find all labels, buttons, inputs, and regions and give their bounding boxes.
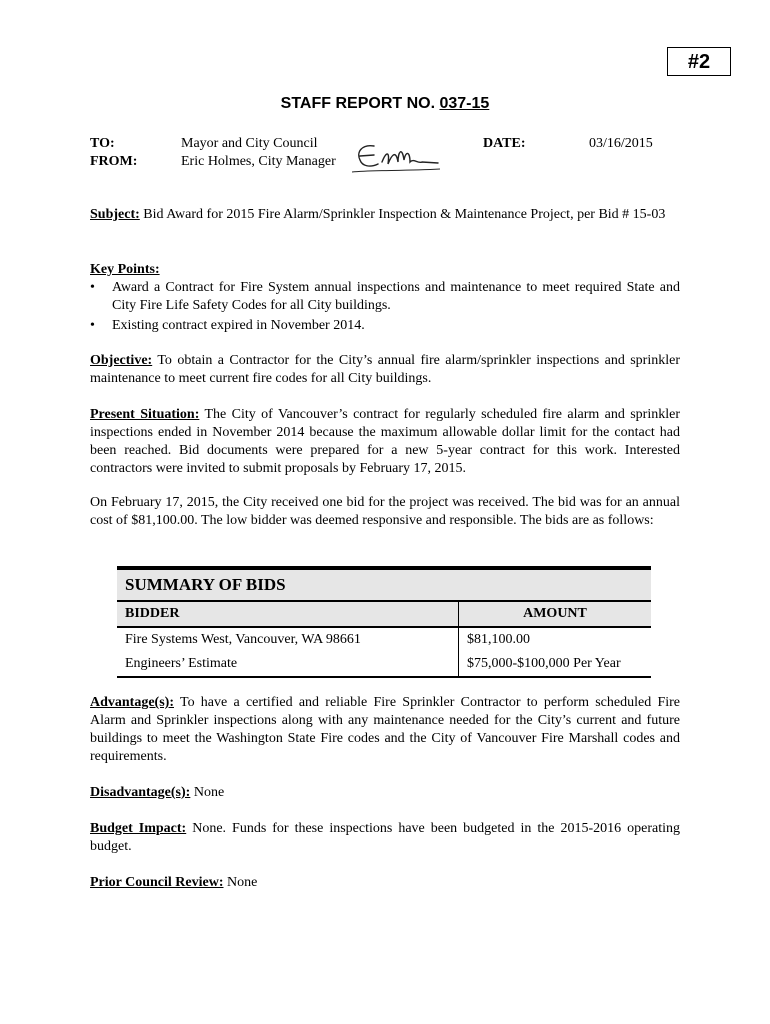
disadvantages-paragraph bbox=[90, 784, 680, 802]
subject-text: Bid Award for 2015 Fire Alarm/Sprinkler Inspection & Maintenance Project, per Bid # 15-03 bbox=[139, 207, 666, 222]
objective-label: Objective: bbox=[90, 353, 153, 368]
to-value: Mayor and City Council bbox=[181, 136, 318, 151]
objective-paragraph bbox=[90, 352, 680, 388]
prior-review-text: None bbox=[223, 875, 258, 890]
signature bbox=[352, 140, 442, 176]
budget-impact-paragraph bbox=[90, 820, 680, 856]
advantages-label: Advantage(s): bbox=[90, 695, 174, 710]
table-row bbox=[117, 627, 651, 652]
bids-table-title: SUMMARY OF BIDS bbox=[117, 568, 651, 601]
present-situation-label: Present Situation: bbox=[90, 407, 200, 422]
bids-table bbox=[117, 566, 651, 678]
to-label: TO: bbox=[90, 136, 115, 151]
prior-review-label: Prior Council Review: bbox=[90, 875, 224, 890]
bid-paragraph: On February 17, 2015, the City received one bid for the project was received. The bid was for an annual cost of $81,100.00. The low bidder was deemed responsive and responsible. The bids are as follows: bbox=[90, 495, 680, 528]
present-situation-text: The City of Vancouver’s contract for regularly scheduled fire alarm and sprinkler inspections ended in November 2014 because the maximum allowable dollar limit for the contact had been reached. Bid documents were prepared for a new 5-year contract for this work. Interested contractors were invited to submit proposals by February 17, 2015. bbox=[90, 407, 680, 476]
date-label: DATE: bbox=[483, 136, 526, 151]
amount-column-header: AMOUNT bbox=[459, 601, 652, 627]
table-row bbox=[117, 652, 651, 677]
present-situation-paragraph bbox=[90, 406, 680, 478]
amount-cell: $81,100.00 bbox=[459, 627, 652, 652]
date-value: 03/16/2015 bbox=[589, 136, 653, 151]
bullet-icon: • bbox=[90, 318, 95, 333]
key-points-list bbox=[90, 279, 680, 335]
page-title bbox=[0, 95, 770, 113]
budget-impact-text: None. Funds for these inspections have been budgeted in the 2015-2016 operating budget. bbox=[90, 821, 680, 854]
amount-cell: $75,000-$100,000 Per Year bbox=[459, 652, 652, 677]
subject-label: Subject: bbox=[90, 207, 140, 222]
from-value: Eric Holmes, City Manager bbox=[181, 154, 336, 169]
subject-paragraph bbox=[90, 206, 680, 224]
key-points-section bbox=[90, 261, 680, 337]
from-label: FROM: bbox=[90, 154, 138, 169]
advantages-text: To have a certified and reliable Fire Sprinkler Contractor to perform scheduled Fire Alarm and Sprinkler inspections along with any maintenance needed for the City’s current and future buildings to meet the Washington State Fire codes and the City of Vancouver Fire Marshall codes and requirements. bbox=[90, 695, 680, 764]
advantages-paragraph bbox=[90, 694, 680, 766]
disadvantages-text: None bbox=[190, 785, 225, 800]
bullet-icon: • bbox=[90, 280, 95, 295]
document-number-box: #2 bbox=[667, 47, 731, 76]
objective-text: To obtain a Contractor for the City’s annual fire alarm/sprinkler inspections and sprinkler maintenance to meet current fire codes for all City buildings. bbox=[90, 353, 680, 386]
report-number: 037-15 bbox=[439, 95, 490, 112]
key-points-label: Key Points: bbox=[90, 262, 160, 277]
bidder-cell: Engineers’ Estimate bbox=[117, 652, 459, 677]
bidder-column-header: BIDDER bbox=[117, 601, 459, 627]
bidder-cell: Fire Systems West, Vancouver, WA 98661 bbox=[117, 627, 459, 652]
disadvantages-label: Disadvantage(s): bbox=[90, 785, 191, 800]
title-prefix: STAFF REPORT NO. bbox=[280, 95, 440, 112]
prior-review-paragraph bbox=[90, 874, 680, 892]
list-item: • Award a Contract for Fire System annual inspections and maintenance to meet required State and City Fire Life Safety Codes for all City buildings. bbox=[90, 280, 680, 313]
budget-impact-label: Budget Impact: bbox=[90, 821, 187, 836]
list-item: • Existing contract expired in November 2014. bbox=[90, 318, 365, 333]
